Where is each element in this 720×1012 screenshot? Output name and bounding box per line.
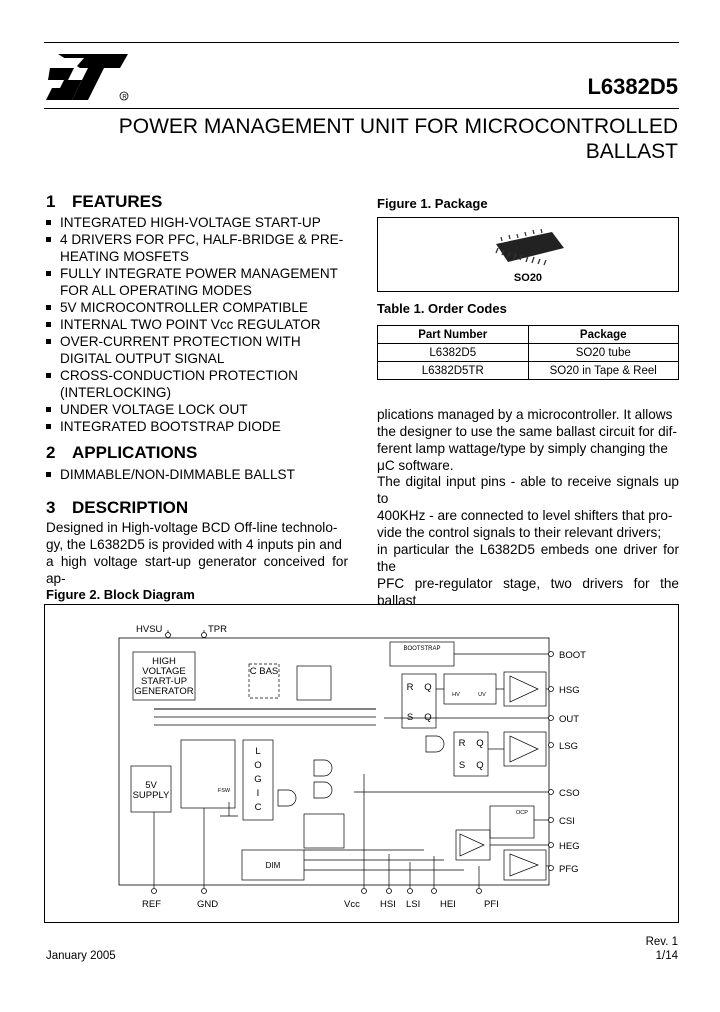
description-heading: 3 DESCRIPTION [46, 498, 189, 517]
list-item: OVER-CURRENT PROTECTION WITH DIGITAL OUTPUT SIGNAL [46, 333, 301, 367]
document-title-line2: BALLAST [585, 140, 678, 163]
block-label: VOLTAGE [142, 666, 186, 677]
block-label: C [254, 802, 262, 813]
description-right-para2: The digital input pins - able to receive signals up to 400KHz - are connected to level shifters that pro- vide the control signals to their relevant drivers; in particular the L6382D5 embeds one driver for the PFC pre-regulator stage, two drivers for the ballast [377, 474, 679, 608]
block-label: O [254, 760, 262, 771]
block-label: DIM [265, 861, 281, 870]
pin-label: LSG [559, 741, 579, 752]
list-item: DIMMABLE/NON-DIMMABLE BALLST [46, 466, 295, 483]
description-left: Designed in High-voltage BCD Off-line technolo- gy, the L6382D5 is provided with 4 inputs pin and a high voltage start-up generator conceived for ap- [46, 520, 348, 586]
footer-page: 1/14 [655, 950, 678, 962]
block-label: Q [476, 760, 484, 771]
pin-label: REF [142, 899, 161, 910]
features-heading: 1 FEATURES [46, 192, 163, 211]
table-header: Part Number [378, 326, 529, 344]
pin-label: TPR [208, 624, 227, 635]
description-right-para1: plications managed by a microcontroller. It allows the designer to use the same ballast circuit for dif- ferent lamp wattage/type by simply changing the μC software. [377, 407, 677, 473]
part-number: L6382D5 [587, 74, 678, 99]
pin-label: HSI [380, 899, 396, 910]
list-item: 4 DRIVERS FOR PFC, HALF-BRIDGE & PRE- HEATING MOSFETS [46, 231, 343, 265]
order-codes-table [377, 325, 679, 380]
block-label: L [255, 746, 261, 757]
applications-heading: 2 APPLICATIONS [46, 443, 198, 462]
list-item: INTEGRATED HIGH-VOLTAGE START-UP [46, 214, 321, 231]
table-row: L6382D5 SO20 tube [378, 344, 679, 362]
package-figure [377, 217, 679, 292]
list-item: INTERNAL TWO POINT Vcc REGULATOR [46, 316, 321, 333]
block-label: C BAS [249, 666, 279, 677]
block-label: SUPPLY [132, 790, 170, 801]
block-label: S [406, 712, 414, 723]
footer-rev: Rev. 1 [645, 936, 678, 948]
st-logo-icon [44, 48, 130, 104]
pin-label: Vcc [344, 899, 360, 910]
list-item: FULLY INTEGRATE POWER MANAGEMENT FOR ALL OPERATING MODES [46, 265, 338, 299]
pin-label: CSO [559, 788, 580, 799]
block-label: OCP [516, 810, 528, 816]
svg-text:R: R [122, 94, 127, 101]
block-label: FSW [217, 788, 231, 794]
table-header: Package [528, 326, 679, 344]
block-label: HIGH [152, 656, 176, 667]
top-rule [44, 42, 679, 43]
title-rule [44, 108, 679, 109]
list-item: 5V MICROCONTROLLER COMPATIBLE [46, 299, 308, 316]
block-label: R [458, 738, 466, 749]
block-label: 5V [145, 780, 157, 791]
pin-label: LSI [406, 899, 421, 910]
list-item: CROSS-CONDUCTION PROTECTION (INTERLOCKING) [46, 367, 298, 401]
block-label: BOOTSTRAP [403, 646, 441, 652]
block-label: GENERATOR [134, 686, 194, 697]
pin-label: CSI [559, 816, 575, 827]
footer-date: January 2005 [46, 950, 116, 962]
document-title-line1: POWER MANAGEMENT UNIT FOR MICROCONTROLLED [118, 115, 678, 138]
package-label: SO20 [513, 272, 543, 284]
pin-label: OUT [559, 714, 580, 725]
pin-label: HEI [440, 899, 456, 910]
list-item: UNDER VOLTAGE LOCK OUT [46, 401, 248, 418]
block-label: R [406, 682, 414, 693]
block-label: Q [424, 712, 432, 723]
list-item: INTEGRATED BOOTSTRAP DIODE [46, 418, 281, 435]
pin-label: PFI [484, 899, 499, 910]
block-label: Q [476, 738, 484, 749]
pin-label: BOOT [559, 650, 586, 661]
table-row: L6382D5TR SO20 in Tape & Reel [378, 362, 679, 380]
figure2-caption: Figure 2. Block Diagram [46, 587, 195, 602]
figure1-caption: Figure 1. Package [377, 196, 488, 211]
block-label: HV [452, 692, 460, 698]
pin-label: GND [197, 899, 219, 910]
block-label: Q [424, 682, 432, 693]
block-diagram [44, 604, 680, 924]
block-label: UV [478, 692, 486, 698]
block-label: START-UP [140, 676, 188, 687]
pin-label: PFG [559, 864, 579, 875]
pin-label: HVSU [136, 624, 163, 635]
table1-caption: Table 1. Order Codes [377, 301, 507, 316]
block-label: S [458, 760, 466, 771]
block-label: G [254, 774, 262, 785]
pin-label: HSG [559, 685, 580, 696]
so20-chip-icon [488, 226, 568, 272]
pin-label: HEG [559, 841, 580, 852]
block-label: I [256, 788, 260, 799]
